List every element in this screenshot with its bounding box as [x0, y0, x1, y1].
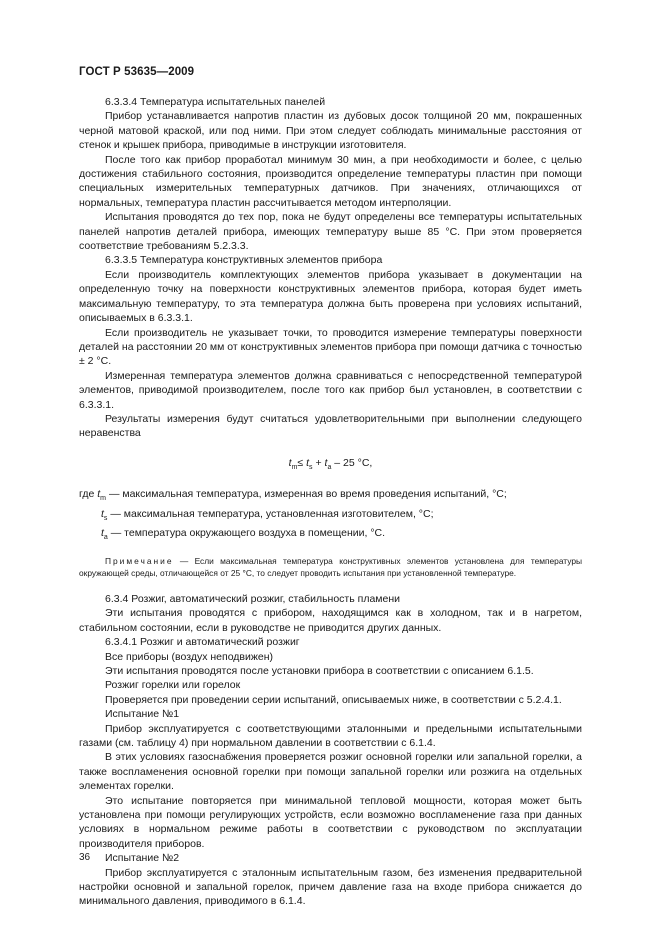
page-number: 36: [79, 852, 91, 863]
note-text: — Если максимальная температура конструктивных элементов установлена для температуры окружающей среды, отличающейся от 25 °C, то следует проводить испытания при установленной температуре.: [79, 555, 583, 579]
legend-text: — температура окружающего воздуха в помещении, °C.: [110, 527, 386, 540]
formula-subscript: m: [291, 463, 298, 471]
formula-subscript: s: [309, 463, 313, 471]
legend-subscript: s: [103, 514, 108, 522]
paragraph: Прибор эксплуатируется с соответствующими эталонными и предельными испытательными газами (см. таблицу 4) при нормальном давлении в соответствии с 6.1.4.: [79, 722, 582, 749]
formula-operator: ≤: [297, 456, 304, 469]
legend-symbol: t: [101, 507, 104, 520]
subheading: Все приборы (воздух неподвижен): [105, 650, 274, 663]
legend-text: — максимальная температура, измеренная во время проведения испытаний, °C;: [108, 488, 507, 501]
paragraph: Прибор эксплуатируется с эталонным испытательным газом, без изменения предварительной настройки основной и запальной горелок, причем давление газа на входе прибора снижается до минимального давления, приводимого в 6.1.4.: [79, 866, 582, 908]
legend-subscript: a: [103, 534, 108, 542]
document-header: ГОСТ Р 53635—2009: [79, 66, 195, 78]
note-label: Примечание: [105, 555, 174, 566]
subheading: Испытание №2: [105, 852, 180, 865]
paragraph: Если производитель комплектующих элементов прибора указывает в документации на определенную точку на поверхности конструктивных элементов прибора, которая будет иметь максимальную температуру, то эта температура должна быть проверена при условиях испытаний, описываемых в 6.3.3.1.: [79, 268, 582, 325]
legend-line-tm: [79, 487, 582, 507]
paragraph: Проверяется при проведении серии испытаний, описываемых ниже, в соответствии с 5.2.4.1.: [105, 693, 562, 706]
formula-symbol: t: [324, 456, 328, 469]
subheading: Испытание №1: [105, 708, 180, 721]
heading-6-3-4-1: 6.3.4.1 Розжиг и автоматический розжиг: [105, 636, 300, 649]
subheading: Розжиг горелки или горелок: [105, 679, 241, 692]
paragraph: В этих условиях газоснабжения проверяется розжиг основной горелки или запальной горелки, а также воспламенения основной горелки при помощи запальной горелки или розжига на отдельных элементах горелки.: [79, 751, 582, 793]
paragraph: Результаты измерения будут считаться удовлетворительными при выполнении следующего неравенства: [79, 412, 582, 440]
heading-6-3-3-5: 6.3.3.5 Температура конструктивных элементов прибора: [105, 254, 383, 267]
document-body: [79, 95, 582, 909]
paragraph: Эти испытания проводятся после установки прибора в соответствии с описанием 6.1.5.: [105, 664, 534, 677]
formula-rest: – 25 °C,: [334, 456, 373, 469]
formula-operator: +: [315, 456, 322, 469]
paragraph: Испытания проводятся до тех пор, пока не будут определены все температуры испытательных панелей напротив деталей прибора, имеющих температуру выше 85 °C. При этом проверяется соответствие требованиям 5.2.3.3.: [79, 211, 582, 253]
legend-subscript: m: [100, 495, 107, 503]
heading-6-3-3-4: 6.3.3.4 Температура испытательных панелей: [105, 96, 326, 108]
legend-prefix: где: [79, 488, 95, 501]
formula-symbol: t: [288, 456, 292, 469]
legend-symbol: t: [101, 527, 104, 540]
formula-subscript: a: [327, 463, 332, 471]
legend-text: — максимальная температура, установленная изготовителем, °C;: [110, 507, 434, 520]
paragraph: Прибор устанавливается напротив пластин из дубовых досок толщиной 20 мм, покрашенных черной матовой краской, или под ними. При этом следует соблюдать минимальные расстояния от стенок и крышек прибора, приводимые в инструкции изготовителя.: [79, 110, 582, 152]
legend-line-ta: [79, 526, 582, 546]
heading-6-3-4: 6.3.4 Розжиг, автоматический розжиг, стабильность пламени: [105, 592, 401, 605]
legend-symbol: t: [97, 488, 101, 501]
paragraph: Если производитель не указывает точки, то проводится измерение температуры поверхности деталей на расстоянии 20 мм от конструктивных элементов прибора при помощи датчика с точностью ± 2 °C.: [79, 326, 583, 368]
inequality-formula: [79, 456, 582, 476]
paragraph: После того как прибор проработал минимум 30 мин, а при необходимости и более, с целью достижения стабильного состояния, производится определение температуры пластин при помощи специальных измерительных температурных датчиков. При значениях, отличающихся от нормальных, температура пластин рассчитывается методом интерполяции.: [79, 153, 582, 209]
legend-line-ts: [79, 507, 582, 527]
paragraph: Измеренная температура элементов должна сравниваться с непосредственной температурой элементов, приводимой производителем, после того как прибор был установлен, в соответствии с 6.3.3.1.: [79, 369, 582, 411]
note: [79, 555, 582, 580]
paragraph: Эти испытания проводятся с прибором, находящимся как в холодном, так и в нагретом, стабильном состоянии, если в руководстве не приводится других данных.: [79, 607, 582, 634]
paragraph: Это испытание повторяется при минимальной тепловой мощности, которая может быть установлена при помощи регулирующих устройств, если возможно воспламенение газа при данных условиях в нормальном режиме работы в соответствии с руководством по эксплуатации производителя приборов.: [79, 794, 582, 850]
formula-legend: [79, 487, 582, 546]
formula-symbol: t: [306, 456, 310, 469]
